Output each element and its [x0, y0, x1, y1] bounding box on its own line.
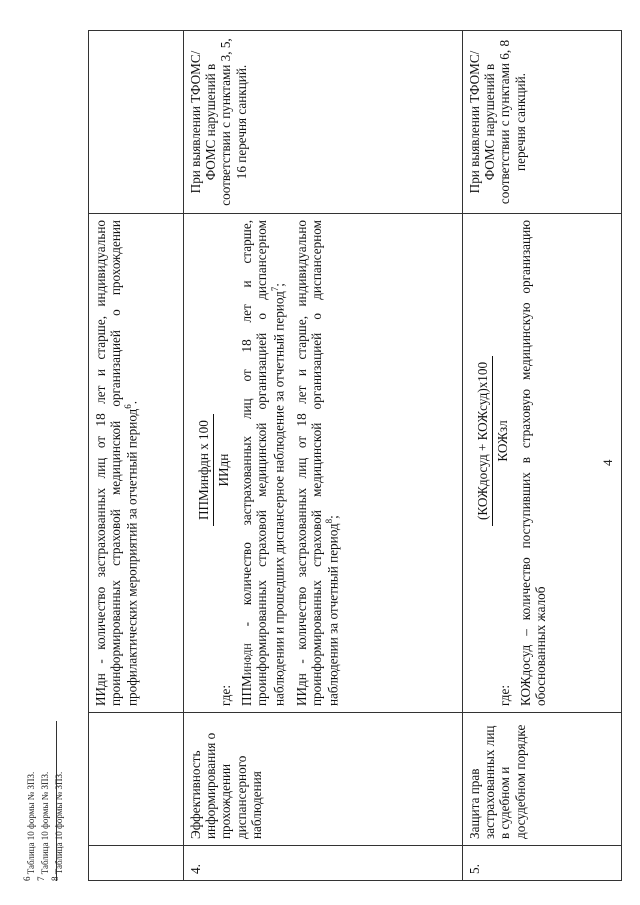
page-number: 4	[600, 459, 615, 466]
table-row-continuation	[89, 31, 184, 881]
row-number: 4.	[184, 846, 463, 881]
footnote-mark: 7	[36, 876, 46, 881]
indicator-name: Эффективность информирования о прохождении диспансерного наблюдения	[184, 713, 463, 846]
footnotes	[22, 772, 64, 881]
footnote-text: Таблица 10 формы № ЗПЗ.	[26, 771, 36, 877]
formula	[475, 220, 512, 706]
definition-1	[239, 220, 286, 706]
fraction-denominator: КОЖзл	[495, 420, 511, 462]
method-cell	[184, 214, 463, 713]
where-label: где:	[497, 685, 512, 706]
fraction	[196, 414, 231, 526]
fraction-numerator: ППМинфдн х 100	[196, 414, 214, 526]
cont-method-text: ИИдн - количество застрахованных лиц от 18 лет и старше, индивидуально проинформированных страховой медицинской организацией о прохождении профилактических мероприятий за отчетный период	[93, 220, 140, 706]
def-term-sub: ИНФДН	[243, 643, 254, 676]
fraction	[475, 356, 510, 526]
cell-source	[89, 31, 184, 214]
footnote-text: Таблица 10 формы № ЗПЗ.	[40, 771, 50, 877]
table-row-5	[463, 31, 622, 881]
def-text: - количество застрахованных лиц от 18 лет и старше, проинформированных страховой медицинской организацией о диспансерном наблюдении и прошедших диспансерное наблюдение за отчетный период	[239, 220, 286, 706]
indicator-name: Защита прав застрахованных лиц в судебном и досудебном порядке	[463, 713, 622, 846]
fraction-numerator: (КОЖдосуд + КОЖсуд)х100	[475, 356, 493, 526]
footnote	[36, 772, 50, 881]
footnote-text: Таблица 10 формы № ЗПЗ.	[54, 771, 64, 877]
cell-name	[89, 713, 184, 846]
source-cell: При выявлении ТФОМС/ФОМС нарушений в соответствии с пунктами 6, 8 перечня санкций.	[463, 31, 622, 214]
definition-2	[294, 220, 341, 706]
method-cell	[463, 214, 622, 713]
table-row-4	[184, 31, 463, 881]
footnote-ref: 8	[324, 518, 335, 524]
cont-method-end: .	[124, 400, 140, 405]
fraction-denominator: ИИдн	[216, 453, 232, 487]
cell-method	[89, 214, 184, 713]
def-end: ;	[325, 515, 341, 519]
cell-num	[89, 846, 184, 881]
source-cell: При выявлении ТФОМС/ФОМС нарушений в соответствии с пунктами 3, 5, 16 перечня санкций.	[184, 31, 463, 214]
where-label: где:	[218, 685, 233, 706]
row-number: 5.	[463, 846, 622, 881]
def-term: ППМ	[239, 675, 255, 706]
def-end: ;	[270, 283, 286, 287]
footnote-ref: 6	[123, 404, 134, 409]
footnote	[50, 772, 64, 881]
def-text: ИИдн - количество застрахованных лиц от 18 лет и старше, индивидуально проинформированных страховой медицинской организацией о диспансерном наблюдении за отчетный период	[294, 220, 341, 706]
footnote-ref: 7	[269, 286, 280, 292]
definition-1: КОЖдосуд – количество поступивших в страховую медицинскую организацию обоснованных жалоб	[518, 220, 549, 706]
formula	[196, 220, 233, 706]
footnote-mark: 6	[22, 876, 32, 881]
indicators-table	[88, 30, 622, 881]
footnote	[22, 772, 36, 881]
footnote-mark: 8	[50, 876, 60, 881]
